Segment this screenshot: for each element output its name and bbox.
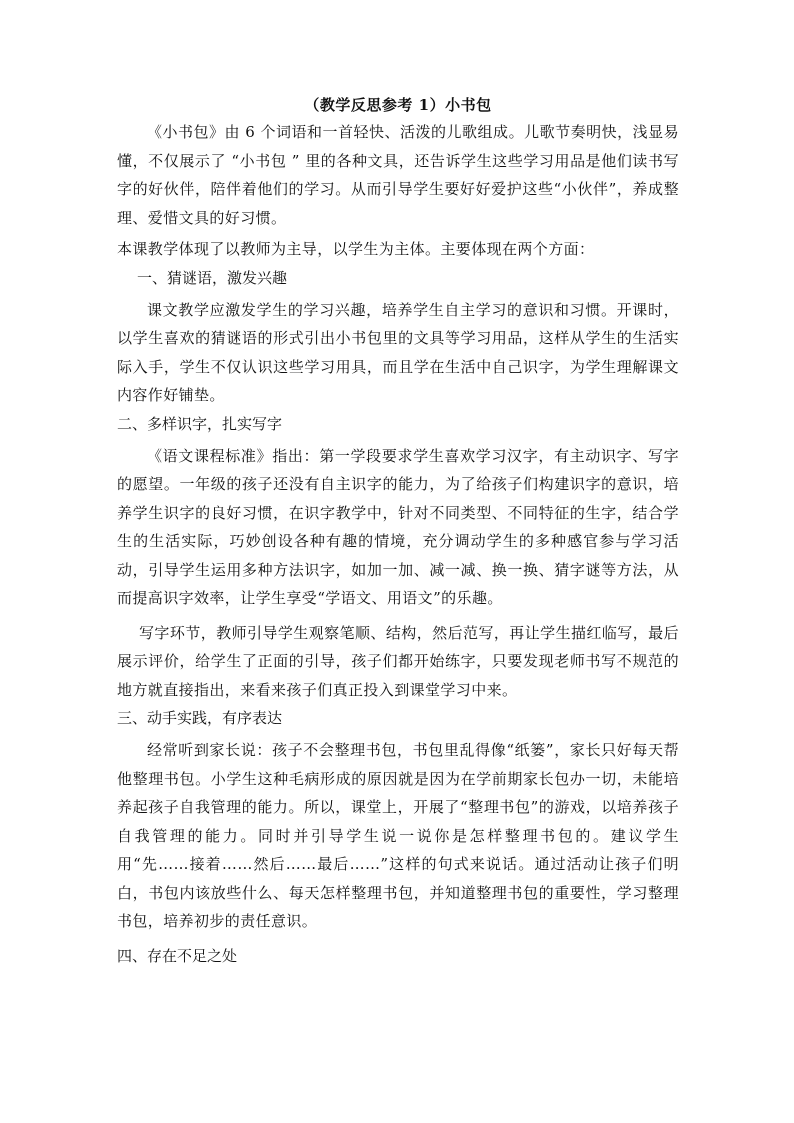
section-2-paragraph-1: 《语文课程标准》指出：第一学段要求学生喜欢学习汉字，有主动识字、写字的愿望。一年级的孩子还没有自主识字的能力，为了给孩子们构建识字的意识，培养学生识字的良好习惯，在识字教学中，针对不同类型、不同特征的生字，结合学生的生活实际，巧妙创设各种有趣的情境，充分调动学生的多种感官参与学习活动，引导学生运用多种方法识字，如加一加、减一减、换一换、猜字谜等方法，从而提高识字效率，让学生享受“学语文、用语文”的乐趣。 [117, 446, 679, 607]
section-heading-1: 一、猜谜语，激发兴趣 [137, 268, 288, 287]
document-title: （教学反思参考 1）小书包 [304, 96, 492, 114]
document-page [117, 92, 679, 971]
section-2-paragraph-2: 写字环节，教师引导学生观察笔顺、结构，然后范写，再让学生描红临写，最后展示评价，给学生了正面的引导，孩子们都开始练字，只要发现老师书写不规范的地方就直接指出，来看来孩子们真正投入到课堂学习中来。 [117, 623, 679, 699]
section-3-paragraph-1: 经常听到家长说：孩子不会整理书包，书包里乱得像“纸篓”，家长只好每天帮他整理书包。小学生这种毛病形成的原因就是因为在学前期家长包办一切，未能培养起孩子自我管理的能力。所以，课堂上，开展了“整理书包”的游戏，以培养孩子自我管理的能力。同时并引导学生说一说你是怎样整理书包的。建议学生用“先……接着……然后……最后……”这样的句式来说话。通过活动让孩子们明白，书包内该放些什么、每天怎样整理书包，并知道整理书包的重要性，学习整理书包，培养初步的责任意识。 [117, 741, 679, 930]
intro-paragraph: 《小书包》由 6 个词语和一首轻快、活泼的儿歌组成。儿歌节奏明快，浅显易懂，不仅展示了 “小书包 ” 里的各种文具，还告诉学生这些学习用品是他们读书写字的好伙伴，陪伴着他们的学习。从而引导学生要好好爱护这些“小伙伴”，养成整理、爱惜文具的好习惯。 [117, 123, 679, 227]
section-heading-4: 四、存在不足之处 [117, 946, 238, 965]
section-heading-2: 二、多样识字，扎实写字 [117, 414, 283, 433]
summary-paragraph: 本课教学体现了以教师为主导，以学生为主体。主要体现在两个方面： [117, 240, 595, 258]
section-heading-3: 三、动手实践，有序表达 [117, 709, 283, 727]
section-1-paragraph-1: 课文教学应激发学生的学习兴趣，培养学生自主学习的意识和习惯。开课时，以学生喜欢的猜谜语的形式引出小书包里的文具等学习用品，这样从学生的生活实际入手，学生不仅认识这些学习用具，而且学在生活中自己识字，为学生理解课文内容作好铺垫。 [117, 300, 679, 404]
